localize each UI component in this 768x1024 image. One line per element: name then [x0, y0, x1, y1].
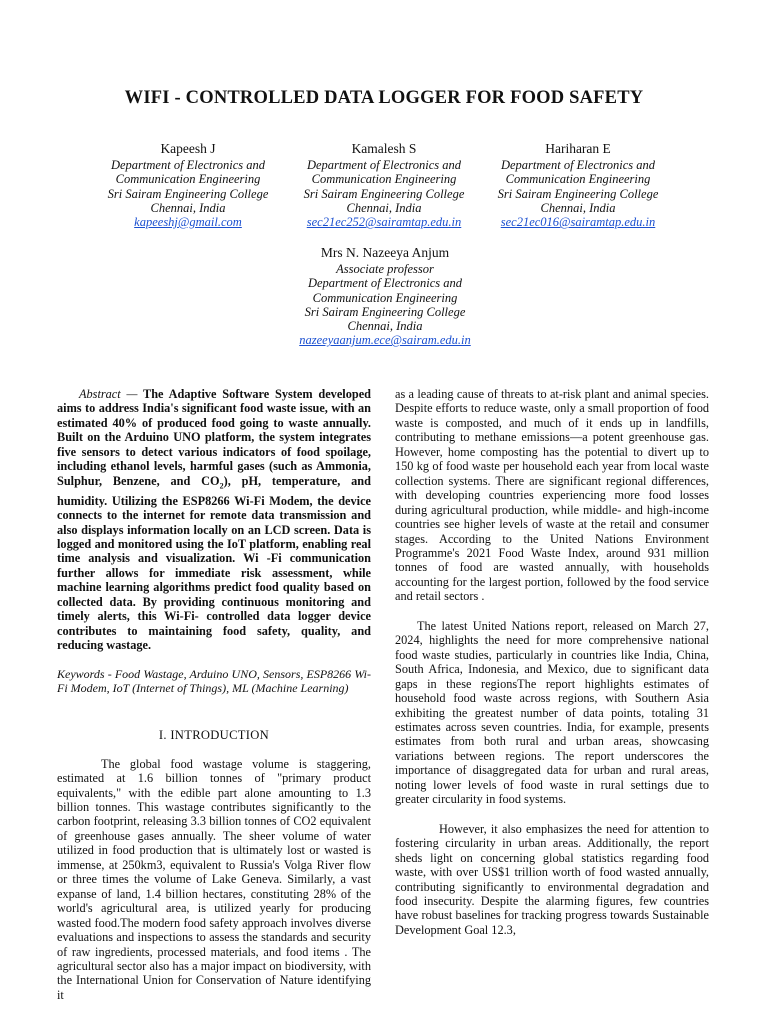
author-college: Sri Sairam Engineering College	[304, 304, 466, 319]
right-column	[395, 387, 709, 937]
author-dept-line2: Communication Engineering	[505, 172, 651, 187]
abstract-text-b: ), pH, temperature, and humidity. Utilizing the ESP8266 Wi-Fi Modem, the device connects to the internet for remote data transmission and also displays information locally on an LCD screen. Data is logged and monitored using the IoT platform, enabling real time analysis and visualization. Wi -Fi communication further allows for immediate risk assessment, while machine learning algorithms predict food quality based on collected data. By providing continuous monitoring and timely alerts, this Wi-Fi- controlled data logger device contributes to maintaining food safety, quality, and reducing wastage.	[57, 473, 371, 653]
left-column	[57, 387, 371, 1002]
author-dept-line1: Department of Electronics and	[110, 158, 266, 173]
author-dept-line1: Department of Electronics and	[306, 158, 462, 173]
author-dept-line1: Department of Electronics and	[500, 158, 656, 173]
author-block-3	[483, 142, 673, 229]
body-paragraph-3: However, it also emphasizes the need for attention to fostering circularity in urban areas. Additionally, the report sheds light on concerning global statistics regarding food waste, with over US$1 trillion worth of food wasted annually, contributing significantly to environmental degradation and food insecurity. Despite the alarming figures, few countries have robust baselines for tracking progress towards Sustainable Development Goal 12.3,	[395, 821, 709, 937]
author-dept-line2: Communication Engineering	[312, 290, 458, 305]
author-city: Chennai, India	[540, 200, 616, 215]
author-email-link[interactable]: kapeeshj@gmail.com	[134, 215, 242, 230]
author-dept-line1: Department of Electronics and	[307, 276, 463, 291]
author-name: Kamalesh S	[351, 141, 417, 156]
author-block-2	[289, 142, 479, 229]
author-role: Associate professor	[336, 262, 434, 277]
section-heading: I. INTRODUCTION	[158, 728, 270, 743]
author-college: Sri Sairam Engineering College	[497, 186, 659, 201]
abstract-text-a: The Adaptive Software System developed aims to address India's significant food waste issue, with an estimated 40% of produced food going to waste annually. Built on the Arduino UNO platform, the system integrates five sensors to detect various indicators of food spoilage, including ethanol levels, harmful gases (such as Ammonia, Sulphur, Benzene, and CO	[57, 387, 371, 488]
author-email-link[interactable]: nazeeyaanjum.ece@sairam.edu.in	[299, 333, 471, 348]
author-name: Kapeesh J	[160, 141, 216, 156]
paper-title: WIFI - CONTROLLED DATA LOGGER FOR FOOD SAFETY	[124, 88, 644, 108]
author-email-link[interactable]: sec21ec252@sairamtap.edu.in	[306, 215, 462, 230]
author-city: Chennai, India	[150, 200, 226, 215]
abstract-label: Abstract —	[79, 387, 138, 401]
author-block-1	[93, 142, 283, 229]
author-name: Mrs N. Nazeeya Anjum	[320, 245, 450, 260]
author-dept-line2: Communication Engineering	[115, 172, 261, 187]
author-college: Sri Sairam Engineering College	[107, 186, 269, 201]
keywords: Keywords - Food Wastage, Arduino UNO, Sensors, ESP8266 Wi-Fi Modem, IoT (Internet of Things), ML (Machine Learning)	[57, 666, 371, 695]
author-email-link[interactable]: sec21ec016@sairamtap.edu.in	[500, 215, 656, 230]
author-city: Chennai, India	[347, 319, 423, 334]
body-paragraph-2: The latest United Nations report, released on March 27, 2024, highlights the need for more comprehensive national food waste studies, particularly in countries like India, China, South Africa, Indonesia, and Mexico, due to significant data gaps in these regionsThe report highlights estimates of household food waste across regions, with Southern Asia exhibiting the greatest number of data points, totaling 31 estimates across seven countries. India, for example, presents estimates from both rural and urban areas, showcasing variations between regions. The report underscores the importance of disaggregated data for urban and rural areas, noting lower levels of food waste in rural settings due to greater circularity in food systems.	[395, 618, 709, 807]
intro-paragraph: The global food wastage volume is staggering, estimated at 1.6 billion tonnes of "primary product equivalents," with the edible part alone amounting to 1.3 billion tonnes. This wastage contributes significantly to the carbon footprint, releasing 3.3 billion tonnes of CO2 equivalent of greenhouse gases annually. The sheer volume of water utilized in food production that is ultimately lost or wasted is immense, at 250km3, equivalent to Russia's Volga River flow or three times the volume of Lake Geneva. Similarly, a vast expanse of land, 1.4 billion hectares, constituting 28% of the world's agricultural area, is utilized yearly for producing wasted food.The modern food safety approach involves diverse evaluations and inspections to assess the standards and security of raw ingredients, processed materials, and food items . The agricultural sector also has a major impact on biodiversity, with the International Union for Conservation of Nature identifying it	[57, 756, 371, 1002]
author-dept-line2: Communication Engineering	[311, 172, 457, 187]
author-name: Hariharan E	[545, 141, 611, 156]
author-block-4	[280, 246, 490, 347]
abstract-subscript: 2	[219, 481, 224, 491]
body-paragraph-1: as a leading cause of threats to at-risk plant and animal species. Despite efforts to reduce waste, only a small proportion of food waste is composted, and much of it ends up in landfills, contributing to methane emissions—a potent greenhouse gas. However, home composting has the potential to divert up to 150 kg of food waste per household each year from local waste collection systems. There are significant regional differences, with developing countries experiencing more food losses during agricultural production, while middle- and high-income countries see higher levels of waste at the retail and consumer stages. According to the United Nations Environment Programme's 2021 Food Waste Index, around 931 million tonnes of food are wasted annually, with households accounting for the largest portion, followed by the food service and retail sectors .	[395, 387, 709, 604]
author-college: Sri Sairam Engineering College	[303, 186, 465, 201]
abstract	[57, 387, 371, 653]
author-city: Chennai, India	[346, 200, 422, 215]
